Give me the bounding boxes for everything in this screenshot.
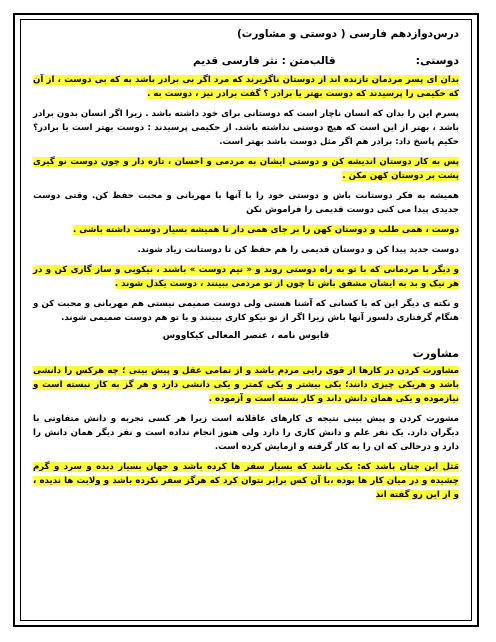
plain-text: دوست جدید پیدا کن و دوستان قدیمی را هم حفظ کن تا دوستانت زیاد شوند.: [137, 245, 459, 255]
paragraph: [33, 223, 459, 237]
plain-text: و نکته ی دیگر این که با کسانی که آشنا هستی ولی دوست صمیمی نیستی هم مهربانی و محبت کن و هنگام گرفتاری دلسوز آنها باش زیرا اگر از تو نیکو کاری ببینند و با تو هم دوست صمیمی شوند.: [33, 299, 459, 323]
paragraph: [33, 243, 459, 257]
paragraph: [33, 107, 459, 149]
page-inner-border: [20, 19, 472, 621]
paragraph: [33, 412, 459, 454]
paragraph: [33, 73, 459, 101]
highlighted-text: بدان ای پسر مردمان تا‌زنده اند از دوستان ناگزیرند که مرد اگر بی برادر باشد به که بی دوست ، از آن که حکیمی را پرسیدند که دوست بهتر یا برادر ؟ گفت برادر نیز ، دوست به .: [33, 75, 459, 99]
plain-text: مشورت کردن و پیش بینی نتیجه ی کارهای عاقلانه است زیرا هر کسی تجربه و دانش متفاوتی با دیگران دارد. یک نفر علم و دانش کاری را دارد ولی هنوز انجام نداده است و نفر دیگر همان دانش را دارد و درحالی که ان را به کار گرفته و ازمایش کرده است.: [33, 414, 459, 452]
highlighted-text: مشاورت کردن در کارها از قوی رایی مردم باشد و از تمامی عقل و پیش بینی ؛ چه هرکس را دانشی باشد و هریکی چیزی دانند؛ یکی بیشتر و یکی کمتر و یکی دانشی دارد و هر گز به کار نبسته است و نیازموده و یکی همان دانش داند و کار بسته است و آزموده .: [33, 366, 459, 404]
lesson-title: درس‌دوازدهم فارسی ( دوستی و مشاورت): [237, 28, 459, 40]
plain-text: پسرم این را بدان که انسان ناچار است که دوستانی برای خود داشته باشد . زیرا اگر انسان بدون برادر باشد ، بهتر از این است که هیچ دوستی نداشته باشد. از حکیمی پرسیدند : دوست بهتر است یا برادر؟ حکیم پاسخ داد: برادر هم اگر مثل دوست باشد بهتر است.: [33, 109, 459, 147]
section-header-friendship: [33, 54, 459, 67]
highlighted-text: دوست ، همی طلب و دوستان کهن را بر جای همی دار تا همیشه بسیار دوست داشته باشی .: [72, 225, 459, 235]
paragraph: [33, 297, 459, 325]
paragraph: [33, 263, 459, 291]
paragraph: [33, 155, 459, 183]
section-heading-consultation: مشاورت: [412, 347, 459, 360]
form-label: قالب‌متن : نثر فارسی قدیم: [193, 54, 336, 67]
highlighted-text: و دیگر با مردمانی که با تو به راه دوستی روند و « نیم دوست » باشند ، نیکویی و ساز گاری کن و در هر نیک و بد به ایشان مشفق باش تا چون از تو مردمی ببینند ، دوست یکدل شوند .: [33, 265, 459, 289]
section-heading-friendship: دوستی:: [415, 54, 459, 67]
paragraph: [33, 460, 459, 502]
highlighted-text: مَثل این چنان باشد که: یکی باشد که بسیار سفر ها کرده باشد و جهان بسیار دیده و سرد و گرم چشیده و در میان کار ها بوده ،با آن کس برابر نتوان کرد که هرگز سفر نکرده باشد و ولایت ها ندیده ، و از این رو گفته اند: [33, 462, 459, 500]
source-attribution: قابوس نامه ، عنصر المعالی کیکاووس: [162, 331, 330, 341]
paragraph: [33, 189, 459, 217]
highlighted-text: پس به کار دوستان اندیشه کن و دوستی ایشان به مردمی و احسان ، تازه دار و چون دوست نو گیری پشت بر دوستان کهن مکن .: [33, 157, 459, 181]
page-outer-border: [13, 13, 479, 627]
paragraph: [33, 364, 459, 406]
plain-text: همیشه به فکر دوستانت باش و دوستی خود را با آنها با مهربانی و محبت حفظ کن. وقتی دوست جدیدی پیدا می کنی دوست قدیمی را فراموش نکن: [33, 191, 459, 215]
